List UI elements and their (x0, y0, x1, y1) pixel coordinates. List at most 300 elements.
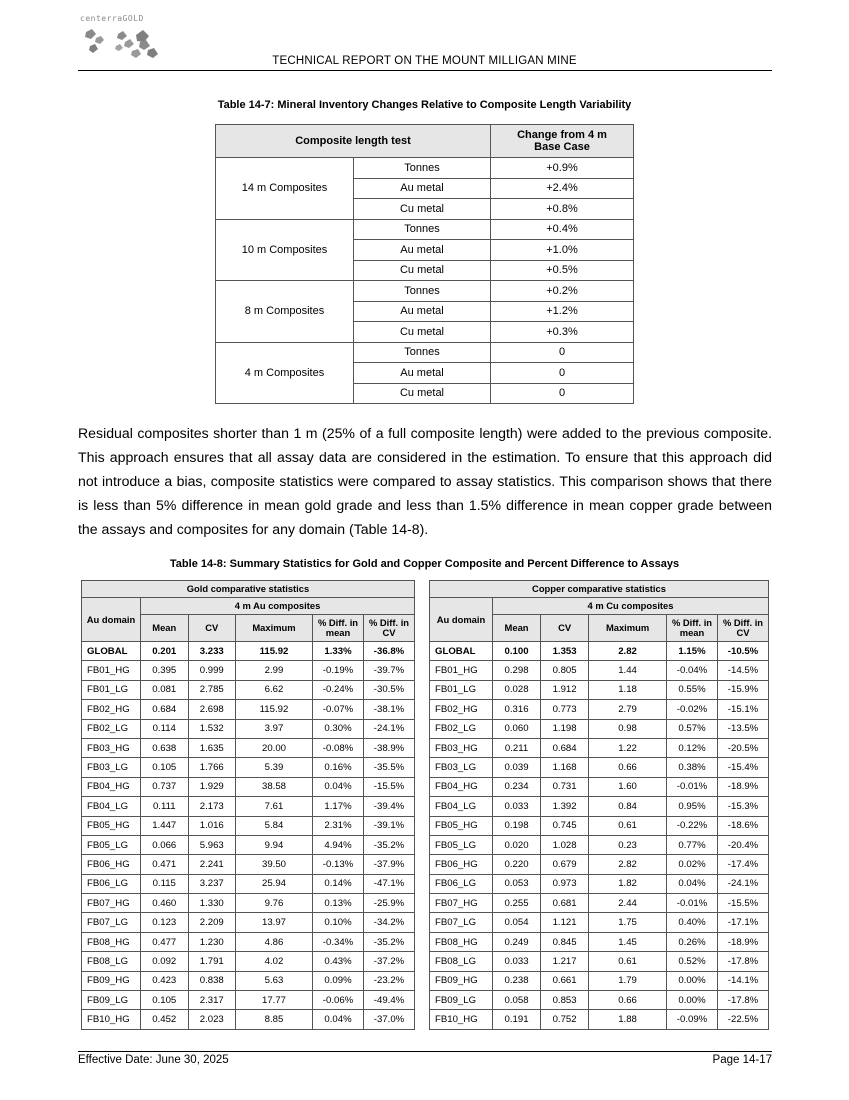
page-number: Page 14-17 (712, 1054, 772, 1066)
value-cell: 0.249 (493, 932, 541, 951)
value-cell: 1.532 (188, 719, 236, 738)
composite-group-label: 8 m Composites (216, 281, 354, 343)
value-cell: 13.97 (236, 913, 313, 932)
table-row (82, 661, 415, 680)
value-cell: 0.114 (141, 719, 189, 738)
value-cell: 17.77 (236, 991, 313, 1010)
value-cell: 0.054 (493, 913, 541, 932)
value-cell: 0.04% (313, 777, 364, 796)
value-cell: 1.791 (188, 952, 236, 971)
value-cell: 0.745 (541, 816, 589, 835)
domain-cell: FB03_HG (82, 738, 141, 757)
value-cell: 0.198 (493, 816, 541, 835)
value-cell: 20.00 (236, 738, 313, 757)
change-value-cell: 0 (491, 383, 634, 404)
metric-cell: Au metal (354, 301, 491, 322)
value-cell: -38.1% (364, 700, 415, 719)
value-cell: 0.98 (589, 719, 667, 738)
value-cell: 0.105 (141, 758, 189, 777)
value-cell: -15.4% (718, 758, 769, 777)
table-row (216, 219, 634, 240)
value-cell: 0.316 (493, 700, 541, 719)
domain-cell: FB08_LG (82, 952, 141, 971)
value-cell: 0.238 (493, 971, 541, 990)
table-row (82, 991, 415, 1010)
metric-cell: Tonnes (354, 158, 491, 179)
value-cell: 1.121 (541, 913, 589, 932)
value-cell: 0.395 (141, 661, 189, 680)
composite-group-label: 10 m Composites (216, 219, 354, 281)
composite-length-table-body (216, 158, 634, 404)
value-cell: 1.44 (589, 661, 667, 680)
value-cell: 0.95% (667, 797, 718, 816)
change-value-cell: +0.3% (491, 322, 634, 343)
value-cell: 1.60 (589, 777, 667, 796)
value-cell: 0.105 (141, 991, 189, 1010)
value-cell: 0.04% (667, 874, 718, 893)
value-cell: -15.5% (718, 894, 769, 913)
value-cell: 0.66 (589, 758, 667, 777)
domain-cell: FB05_HG (430, 816, 493, 835)
value-cell: 115.92 (236, 642, 313, 661)
value-cell: -20.4% (718, 835, 769, 854)
metric-cell: Cu metal (354, 199, 491, 220)
value-cell: 5.63 (236, 971, 313, 990)
copper-col-diff-mean: % Diff. in mean (667, 615, 718, 642)
domain-cell: FB09_HG (82, 971, 141, 990)
value-cell: 0.111 (141, 797, 189, 816)
value-cell: -37.9% (364, 855, 415, 874)
table-row (430, 894, 769, 913)
value-cell: 2.82 (589, 642, 667, 661)
value-cell: 0.471 (141, 855, 189, 874)
table-row (82, 797, 415, 816)
value-cell: 0.773 (541, 700, 589, 719)
domain-cell: FB01_LG (430, 680, 493, 699)
value-cell: 0.053 (493, 874, 541, 893)
value-cell: 0.14% (313, 874, 364, 893)
value-cell: -0.01% (667, 894, 718, 913)
table-row (82, 758, 415, 777)
value-cell: 5.963 (188, 835, 236, 854)
gold-title-row (82, 581, 415, 598)
value-cell: 0.61 (589, 816, 667, 835)
value-cell: 38.58 (236, 777, 313, 796)
table-row (430, 874, 769, 893)
value-cell: 0.020 (493, 835, 541, 854)
domain-cell: FB01_HG (82, 661, 141, 680)
value-cell: 3.97 (236, 719, 313, 738)
value-cell: -34.2% (364, 913, 415, 932)
value-cell: 0.30% (313, 719, 364, 738)
footer-divider (78, 1051, 772, 1052)
copper-col-cv: CV (541, 615, 589, 642)
composite-length-table (215, 124, 634, 404)
domain-cell: FB07_HG (430, 894, 493, 913)
value-cell: 0.638 (141, 738, 189, 757)
value-cell: 0.737 (141, 777, 189, 796)
table-row (216, 281, 634, 302)
value-cell: 2.317 (188, 991, 236, 1010)
table-14-8-caption: Table 14-8: Summary Statistics for Gold and Copper Composite and Percent Difference to Assays (169, 558, 680, 570)
value-cell: 0.838 (188, 971, 236, 990)
table-row (430, 738, 769, 757)
value-cell: -0.13% (313, 855, 364, 874)
value-cell: 0.234 (493, 777, 541, 796)
table-row (430, 971, 769, 990)
value-cell: 9.76 (236, 894, 313, 913)
value-cell: 4.94% (313, 835, 364, 854)
value-cell: 0.298 (493, 661, 541, 680)
table-header-row (216, 125, 634, 158)
value-cell: 0.43% (313, 952, 364, 971)
value-cell: 1.330 (188, 894, 236, 913)
metric-cell: Cu metal (354, 260, 491, 281)
table-row (430, 642, 769, 661)
composite-group-label: 4 m Composites (216, 342, 354, 404)
value-cell: 1.016 (188, 816, 236, 835)
value-cell: 2.31% (313, 816, 364, 835)
table-row (430, 700, 769, 719)
value-cell: 3.237 (188, 874, 236, 893)
body-paragraph: Residual composites shorter than 1 m (25% of a full composite length) were added to the previous composite. This approach ensures that all assay data are considered in the estimation. To ensure that this approach did not introduce a bias, composite statistics were compared to assay statistics. This comparison shows that there is less than 5% difference in mean gold grade and less than 1.5% difference in mean copper grade between the assays and composites for any domain (Table 14-8). (78, 425, 772, 537)
table-row (82, 952, 415, 971)
metric-cell: Au metal (354, 240, 491, 261)
value-cell: 0.211 (493, 738, 541, 757)
table-row (82, 719, 415, 738)
table-row (82, 855, 415, 874)
value-cell: 3.233 (188, 642, 236, 661)
domain-cell: FB01_HG (430, 661, 493, 680)
copper-col-maximum: Maximum (589, 615, 667, 642)
value-cell: -15.9% (718, 680, 769, 699)
value-cell: 0.477 (141, 932, 189, 951)
value-cell: 2.241 (188, 855, 236, 874)
domain-cell: FB06_LG (430, 874, 493, 893)
value-cell: -30.5% (364, 680, 415, 699)
value-cell: 1.198 (541, 719, 589, 738)
value-cell: 2.44 (589, 894, 667, 913)
value-cell: 1.18 (589, 680, 667, 699)
composite-group-label: 14 m Composites (216, 158, 354, 220)
value-cell: -17.1% (718, 913, 769, 932)
value-cell: -36.8% (364, 642, 415, 661)
value-cell: 1.45 (589, 932, 667, 951)
value-cell: -23.2% (364, 971, 415, 990)
change-value-cell: +1.2% (491, 301, 634, 322)
effective-date: Effective Date: June 30, 2025 (78, 1054, 229, 1066)
copper-statistics-table (429, 580, 769, 1030)
domain-cell: FB05_LG (430, 835, 493, 854)
domain-cell: FB02_HG (430, 700, 493, 719)
table-row (82, 835, 415, 854)
domain-cell: GLOBAL (430, 642, 493, 661)
value-cell: 8.85 (236, 1010, 313, 1029)
value-cell: 0.681 (541, 894, 589, 913)
value-cell: -15.1% (718, 700, 769, 719)
domain-cell: FB08_HG (430, 932, 493, 951)
change-header-line1: Change from 4 m (517, 129, 607, 141)
value-cell: 2.698 (188, 700, 236, 719)
value-cell: -22.5% (718, 1010, 769, 1029)
value-cell: -25.9% (364, 894, 415, 913)
domain-cell: FB09_HG (430, 971, 493, 990)
value-cell: -10.5% (718, 642, 769, 661)
table-row (216, 158, 634, 179)
table-row (430, 932, 769, 951)
table-row (430, 661, 769, 680)
domain-cell: FB06_HG (430, 855, 493, 874)
change-value-cell: +2.4% (491, 178, 634, 199)
domain-cell: FB04_HG (82, 777, 141, 796)
value-cell: -0.09% (667, 1010, 718, 1029)
value-cell: -38.9% (364, 738, 415, 757)
value-cell: 0.13% (313, 894, 364, 913)
logo-text: centerraGOLD (80, 14, 144, 23)
domain-cell: FB07_LG (430, 913, 493, 932)
value-cell: 0.661 (541, 971, 589, 990)
value-cell: -15.5% (364, 777, 415, 796)
metric-cell: Cu metal (354, 383, 491, 404)
value-cell: -35.5% (364, 758, 415, 777)
value-cell: 5.39 (236, 758, 313, 777)
value-cell: 0.033 (493, 952, 541, 971)
value-cell: 1.353 (541, 642, 589, 661)
domain-cell: FB05_LG (82, 835, 141, 854)
domain-cell: FB10_HG (82, 1010, 141, 1029)
value-cell: -18.9% (718, 932, 769, 951)
value-cell: 0.02% (667, 855, 718, 874)
value-cell: -39.7% (364, 661, 415, 680)
gold-table-title: Gold comparative statistics (82, 581, 415, 598)
table-row (216, 342, 634, 363)
value-cell: -35.2% (364, 932, 415, 951)
metric-cell: Au metal (354, 363, 491, 384)
value-cell: 1.79 (589, 971, 667, 990)
value-cell: 0.38% (667, 758, 718, 777)
value-cell: -20.5% (718, 738, 769, 757)
table-row (430, 855, 769, 874)
value-cell: 1.75 (589, 913, 667, 932)
value-cell: 1.33% (313, 642, 364, 661)
domain-cell: GLOBAL (82, 642, 141, 661)
table-row (82, 874, 415, 893)
domain-cell: FB09_LG (82, 991, 141, 1010)
value-cell: 0.423 (141, 971, 189, 990)
value-cell: 2.023 (188, 1010, 236, 1029)
table-row (430, 816, 769, 835)
value-cell: 0.033 (493, 797, 541, 816)
change-value-cell: +0.4% (491, 219, 634, 240)
value-cell: 0.028 (493, 680, 541, 699)
copper-table-title: Copper comparative statistics (430, 581, 769, 598)
value-cell: 6.62 (236, 680, 313, 699)
value-cell: 4.86 (236, 932, 313, 951)
value-cell: 0.100 (493, 642, 541, 661)
table-row (82, 777, 415, 796)
table-row (430, 777, 769, 796)
value-cell: -18.6% (718, 816, 769, 835)
value-cell: 0.84 (589, 797, 667, 816)
domain-cell: FB08_HG (82, 932, 141, 951)
copper-subtitle-row (430, 598, 769, 615)
metric-cell: Tonnes (354, 281, 491, 302)
table-row (82, 894, 415, 913)
domain-cell: FB03_LG (82, 758, 141, 777)
table-row (82, 816, 415, 835)
value-cell: 0.26% (667, 932, 718, 951)
gold-table-subtitle: 4 m Au composites (141, 598, 415, 615)
value-cell: 1.82 (589, 874, 667, 893)
value-cell: -14.5% (718, 661, 769, 680)
gold-col-cv: CV (188, 615, 236, 642)
change-value-cell: 0 (491, 342, 634, 363)
copper-col-diff-cv: % Diff. in CV (718, 615, 769, 642)
change-value-cell: +0.2% (491, 281, 634, 302)
value-cell: -15.3% (718, 797, 769, 816)
metric-cell: Cu metal (354, 322, 491, 343)
domain-cell: FB03_LG (430, 758, 493, 777)
domain-cell: FB01_LG (82, 680, 141, 699)
value-cell: -0.34% (313, 932, 364, 951)
table-row (430, 913, 769, 932)
gold-domain-header: Au domain (82, 598, 141, 642)
value-cell: 0.55% (667, 680, 718, 699)
value-cell: 0.00% (667, 991, 718, 1010)
table-row (82, 680, 415, 699)
value-cell: 0.255 (493, 894, 541, 913)
change-value-cell: +1.0% (491, 240, 634, 261)
value-cell: 0.12% (667, 738, 718, 757)
domain-cell: FB10_HG (430, 1010, 493, 1029)
table-row (430, 1010, 769, 1029)
change-value-cell: +0.5% (491, 260, 634, 281)
value-cell: 1.22 (589, 738, 667, 757)
domain-cell: FB08_LG (430, 952, 493, 971)
value-cell: 1.766 (188, 758, 236, 777)
value-cell: -17.8% (718, 952, 769, 971)
copper-domain-header: Au domain (430, 598, 493, 642)
table-row (430, 680, 769, 699)
value-cell: 0.04% (313, 1010, 364, 1029)
value-cell: -18.9% (718, 777, 769, 796)
gold-col-mean: Mean (141, 615, 189, 642)
value-cell: 0.16% (313, 758, 364, 777)
change-header (491, 125, 634, 158)
domain-cell: FB02_HG (82, 700, 141, 719)
value-cell: 1.635 (188, 738, 236, 757)
table-row (82, 971, 415, 990)
value-cell: -37.0% (364, 1010, 415, 1029)
value-cell: 0.999 (188, 661, 236, 680)
value-cell: 0.845 (541, 932, 589, 951)
value-cell: -35.2% (364, 835, 415, 854)
value-cell: -39.1% (364, 816, 415, 835)
table-14-7-caption: Table 14-7: Mineral Inventory Changes Relative to Composite Length Variability (217, 99, 632, 111)
table-row (430, 797, 769, 816)
value-cell: 0.52% (667, 952, 718, 971)
metric-cell: Tonnes (354, 342, 491, 363)
domain-cell: FB02_LG (82, 719, 141, 738)
copper-col-mean: Mean (493, 615, 541, 642)
gold-statistics-table (81, 580, 415, 1030)
value-cell: 0.452 (141, 1010, 189, 1029)
value-cell: 1.912 (541, 680, 589, 699)
value-cell: 0.066 (141, 835, 189, 854)
gold-table-body (82, 642, 415, 1030)
table-row (430, 835, 769, 854)
value-cell: -0.19% (313, 661, 364, 680)
header-divider (78, 70, 772, 71)
domain-cell: FB05_HG (82, 816, 141, 835)
value-cell: -17.4% (718, 855, 769, 874)
value-cell: -0.24% (313, 680, 364, 699)
domain-cell: FB07_LG (82, 913, 141, 932)
value-cell: -0.01% (667, 777, 718, 796)
domain-cell: FB04_HG (430, 777, 493, 796)
gold-col-diff-cv: % Diff. in CV (364, 615, 415, 642)
value-cell: 0.123 (141, 913, 189, 932)
value-cell: -37.2% (364, 952, 415, 971)
domain-cell: FB06_HG (82, 855, 141, 874)
value-cell: -14.1% (718, 971, 769, 990)
table-row (82, 1010, 415, 1029)
value-cell: 0.40% (667, 913, 718, 932)
value-cell: 0.61 (589, 952, 667, 971)
value-cell: 7.61 (236, 797, 313, 816)
value-cell: -24.1% (364, 719, 415, 738)
value-cell: 1.15% (667, 642, 718, 661)
value-cell: -0.08% (313, 738, 364, 757)
value-cell: 0.684 (141, 700, 189, 719)
table-row (430, 991, 769, 1010)
value-cell: 2.173 (188, 797, 236, 816)
value-cell: -13.5% (718, 719, 769, 738)
value-cell: 1.168 (541, 758, 589, 777)
metric-cell: Au metal (354, 178, 491, 199)
value-cell: 0.081 (141, 680, 189, 699)
value-cell: -47.1% (364, 874, 415, 893)
value-cell: 0.191 (493, 1010, 541, 1029)
domain-cell: FB03_HG (430, 738, 493, 757)
value-cell: 1.929 (188, 777, 236, 796)
value-cell: 115.92 (236, 700, 313, 719)
value-cell: 0.09% (313, 971, 364, 990)
value-cell: 1.17% (313, 797, 364, 816)
value-cell: -49.4% (364, 991, 415, 1010)
domain-cell: FB02_LG (430, 719, 493, 738)
value-cell: 0.060 (493, 719, 541, 738)
value-cell: 0.00% (667, 971, 718, 990)
value-cell: 0.115 (141, 874, 189, 893)
domain-cell: FB07_HG (82, 894, 141, 913)
value-cell: 2.79 (589, 700, 667, 719)
value-cell: -0.02% (667, 700, 718, 719)
copper-table-subtitle: 4 m Cu composites (493, 598, 769, 615)
gold-col-diff-mean: % Diff. in mean (313, 615, 364, 642)
value-cell: -17.8% (718, 991, 769, 1010)
copper-title-row (430, 581, 769, 598)
value-cell: 0.752 (541, 1010, 589, 1029)
value-cell: 2.785 (188, 680, 236, 699)
domain-cell: FB09_LG (430, 991, 493, 1010)
value-cell: 0.092 (141, 952, 189, 971)
value-cell: 0.805 (541, 661, 589, 680)
value-cell: -0.06% (313, 991, 364, 1010)
change-header-line2: Base Case (534, 141, 590, 153)
value-cell: 1.88 (589, 1010, 667, 1029)
value-cell: 5.84 (236, 816, 313, 835)
